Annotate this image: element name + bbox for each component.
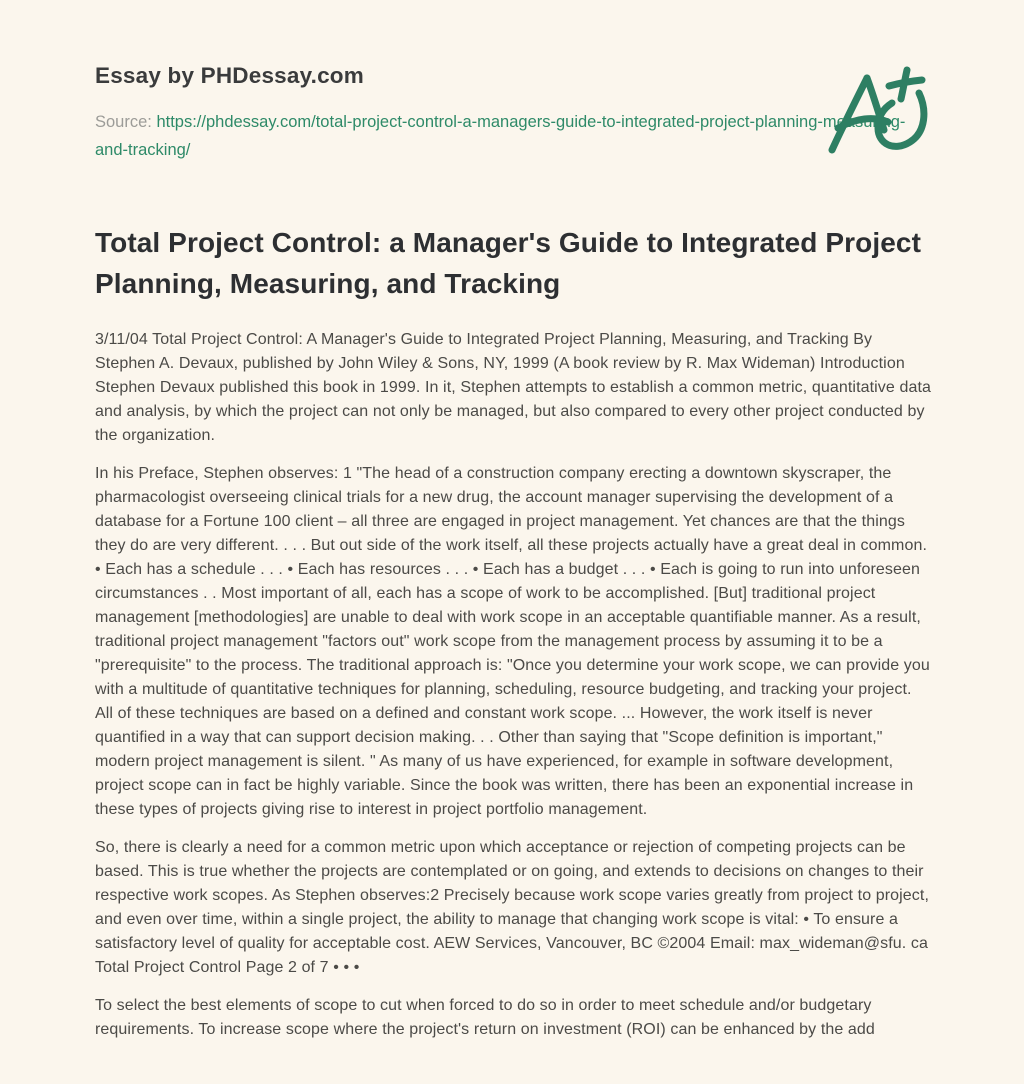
phdessay-logo <box>826 66 932 158</box>
a-plus-logo-icon <box>826 66 932 158</box>
source-link[interactable]: https://phdessay.com/total-project-control-a-managers-guide-to-integrated-project-planning-measuring-and-tracking/ <box>95 113 906 159</box>
essay-title: Total Project Control: a Manager's Guide to Integrated Project Planning, Measuring, and Tracking <box>95 227 922 299</box>
essay-paragraph-4: To select the best elements of scope to cut when forced to do so in order to meet schedule and/or budgetary requirements. To increase scope where the project's return on investment (ROI) can be enhanced by the add <box>95 997 875 1038</box>
essay-paragraph-3: So, there is clearly a need for a common metric upon which acceptance or rejection of competing projects can be based. This is true whether the projects are contemplated or on going, and extends to decisions on changes to their respective work scopes. As Stephen observes:2 Precisely because work scope varies greatly from project to project, and even over time, within a single project, the ability to manage that changing work scope is vital: • To ensure a satisfactory level of quality for acceptable cost. AEW Services, Vancouver, BC ©2004 Email: max_wideman@sfu. ca Total Project Control Page 2 of 7 • • • <box>95 839 930 976</box>
source-line <box>95 108 931 164</box>
essay-paragraph-2: In his Preface, Stephen observes: 1 "The head of a construction company erecting a downtown skyscraper, the pharmacologist overseeing clinical trials for a new drug, the account manager supervising the development of a database for a Fortune 100 client – all three are engaged in project management. Yet chances are that the things they do are very different. . . . But out side of the work itself, all these projects actually have a great deal in common. • Each has a schedule . . . • Each has resources . . . • Each has a budget . . . • Each is going to run into unforeseen circumstances . . Most important of all, each has a scope of work to be accomplished. [But] traditional project management [methodologies] are unable to deal with work scope in an acceptable quantifiable manner. As a result, traditional project management "factors out" work scope from the management process by assuming it to be a "prerequisite" to the process. The traditional approach is: "Once you determine your work scope, we can provide you with a multitude of quantitative techniques for planning, scheduling, resource budgeting, and tracking your project. All of these techniques are based on a defined and constant work scope. ... However, the work itself is never quantified in a way that can support decision making. . . Other than saying that "Scope definition is important," modern project management is silent. " As many of us have experienced, for example in software development, project scope can in fact be highly variable. Since the book was written, there has been an exponential increase in these types of projects giving rise to interest in project portfolio management. <box>95 465 930 818</box>
document-content <box>95 63 931 1056</box>
site-header-title: Essay by PHDessay.com <box>95 63 364 88</box>
source-label: Source: <box>95 113 157 131</box>
essay-body <box>95 328 931 1042</box>
essay-paragraph-1: 3/11/04 Total Project Control: A Manager's Guide to Integrated Project Planning, Measuring, and Tracking By Stephen A. Devaux, published by John Wiley & Sons, NY, 1999 (A book review by R. Max Wideman) Introduction Stephen Devaux published this book in 1999. In it, Stephen attempts to establish a common metric, quantitative data and analysis, by which the project can not only be managed, but also compared to every other project conducted by the organization. <box>95 331 931 444</box>
